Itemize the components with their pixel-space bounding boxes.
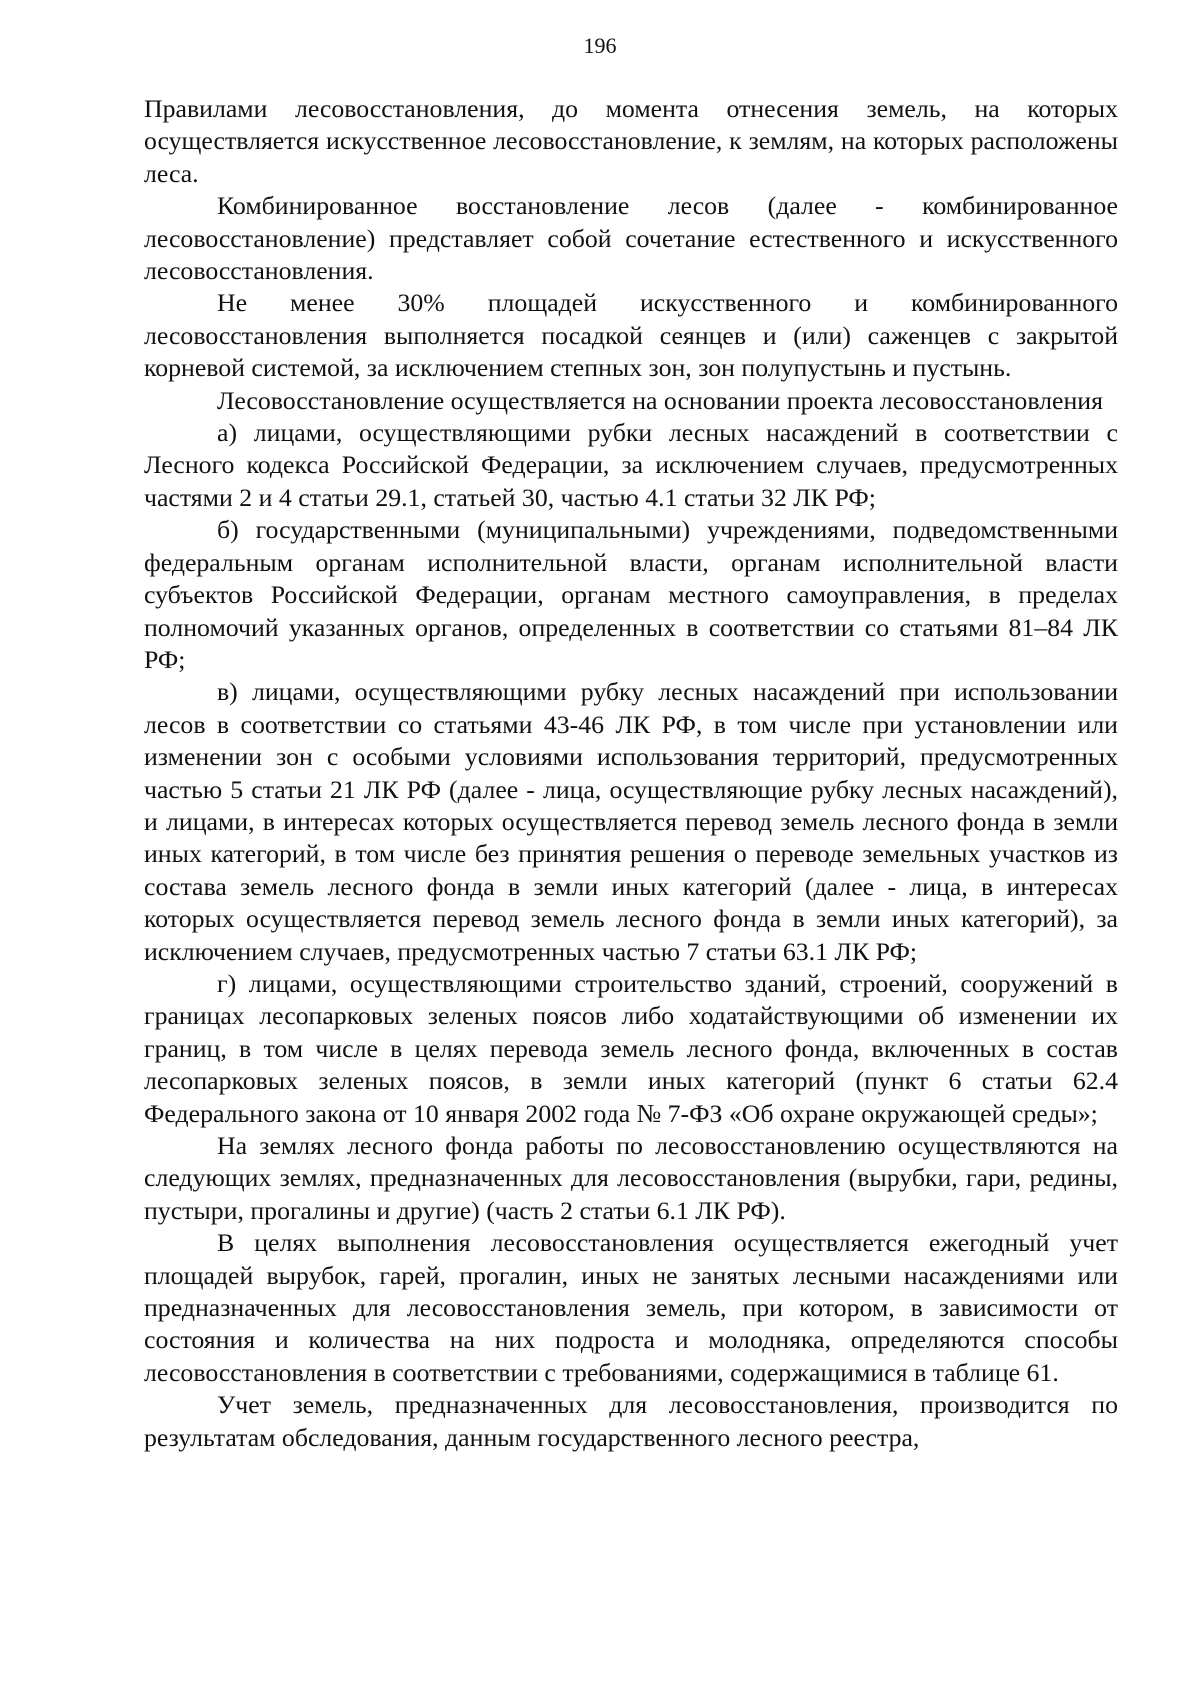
paragraph-land-accounting: Учет земель, предназначенных для лесовосстановления, производится по результатам обследования, данным государственного лесного реестра,: [144, 1390, 1118, 1452]
list-item-g: г) лицами, осуществляющими строительство зданий, строений, сооружений в границах лесопарковых зеленых поясов либо ходатайствующими об изменении их границ, в том числе в целях перевода земель лесного фонда, включенных в состав лесопарковых зеленых поясов, в земли иных категорий (пункт 6 статьи 62.4 Федерального закона от 10 января 2002 года № 7-ФЗ «Об охране окружающей среды»;: [144, 968, 1118, 1128]
page-number: 196: [583, 33, 617, 58]
list-item-a: а) лицами, осуществляющими рубки лесных насаждений в соответствии с Лесного кодекса Российской Федерации, за исключением случаев, предусмотренных частями 2 и 4 статьи 29.1, статьей 30, частью 4.1 статьи 32 ЛК РФ;: [144, 418, 1118, 512]
paragraph-closed-root-seedlings: Не менее 30% площадей искусственного и комбинированного лесовосстановления выполняется посадкой сеянцев и (или) саженцев с закрытой корневой системой, за исключением степных зон, зон полупустынь и пустынь.: [144, 288, 1118, 383]
paragraph-continuation: Правилами лесовосстановления, до момента отнесения земель, на которых осуществляется искусственное лесовосстановление, к землям, на которых расположены леса.: [144, 94, 1118, 188]
paragraph-annual-accounting: В целях выполнения лесовосстановления осуществляется ежегодный учет площадей вырубок, гарей, прогалин, иных не занятых лесными насаждениями или предназначенных для лесовосстановления земель, при котором, в зависимости от состояния и количества на них подроста и молодняка, определяются способы лесовосстановления в соответствии с требованиями, содержащимися в таблице 61.: [144, 1228, 1118, 1387]
paragraph-combined-restoration: Комбинированное восстановление лесов (далее - комбинированное лесовосстановление) представляет собой сочетание естественного и искусственного лесовосстановления.: [144, 191, 1118, 286]
paragraph-forest-fund-lands: На землях лесного фонда работы по лесовосстановлению осуществляются на следующих землях, предназначенных для лесовосстановления (вырубки, гари, редины, пустыри, прогалины и другие) (часть 2 статьи 6.1 ЛК РФ).: [144, 1131, 1118, 1225]
document-body: [144, 93, 1118, 1454]
list-item-v: в) лицами, осуществляющими рубку лесных насаждений при использовании лесов в соответствии со статьями 43-46 ЛК РФ, в том числе при установлении или изменении зон с особыми условиями использования территорий, предусмотренных частью 5 статьи 21 ЛК РФ (далее - лица, осуществляющие рубку лесных насаждений), и лицами, в интересах которых осуществляется перевод земель лесного фонда в земли иных категорий, в том числе без принятия решения о переводе земельных участков из состава земель лесного фонда в земли иных категорий (далее - лица, в интересах которых осуществляется перевод земель лесного фонда в земли иных категорий), за исключением случаев, предусмотренных частью 7 статьи 63.1 ЛК РФ;: [144, 677, 1118, 966]
list-item-b: б) государственными (муниципальными) учреждениями, подведомственными федеральным органам исполнительной власти, органам исполнительной власти субъектов Российской Федерации, органам местного самоуправления, в пределах полномочий указанных органов, определенных в соответствии со статьями 81–84 ЛК РФ;: [144, 515, 1118, 674]
paragraph-project-basis: Лесовосстановление осуществляется на основании проекта лесовосстановления: [217, 385, 1103, 415]
